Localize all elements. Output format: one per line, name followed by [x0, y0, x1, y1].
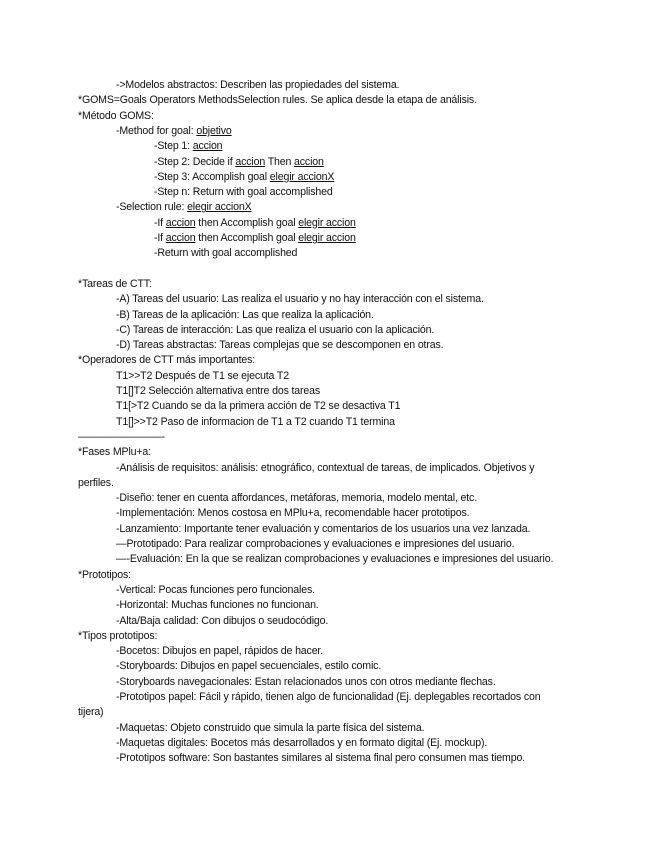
text-line: [116, 722, 424, 735]
underlined-term: accion: [165, 216, 196, 229]
text-line: [116, 645, 323, 658]
text-run: -Alta/Baja calidad: Con dibujos o seudocódigo.: [116, 614, 329, 627]
text-line: [154, 140, 222, 153]
text-line: [116, 462, 534, 475]
text-line: [116, 309, 374, 322]
underlined-term: accion: [235, 155, 266, 168]
text-run: -Step n: Return with goal accomplished: [154, 186, 333, 199]
text-line: [116, 660, 381, 673]
text-run: —Prototipado: Para realizar comprobaciones y evaluaciones e impresiones del usuario.: [116, 538, 515, 550]
text-run: -Step 1:: [154, 140, 193, 153]
text-run: tijera): [78, 706, 104, 719]
text-line: [78, 110, 154, 123]
text-line: [116, 752, 525, 765]
text-line: [78, 706, 103, 719]
text-run: -Maquetas digitales: Bocetos más desarrollados y en formato digital (Ej. mockup).: [116, 736, 488, 749]
text-run: -If: [154, 232, 166, 244]
text-line: [78, 630, 157, 643]
text-run: *Prototipos:: [78, 568, 131, 581]
text-line: [116, 676, 496, 689]
text-line: [116, 523, 530, 536]
text-run: -C) Tareas de interacción: Las que realiza el usuario con la aplicación.: [116, 323, 435, 336]
text-line: [78, 446, 151, 459]
text-run: T1[]>>T2 Paso de informacion de T1 a T2 cuando T1 termina: [116, 415, 395, 428]
underlined-term: elegir accion: [298, 232, 356, 244]
text-line: [116, 615, 328, 628]
text-line: [116, 584, 315, 597]
text-run: perfiles.: [78, 476, 114, 489]
text-line: [154, 156, 324, 169]
text-run: -Selection rule:: [116, 201, 188, 214]
text-run: then Accomplish goal: [195, 232, 299, 244]
text-run: *Fases MPlu+a:: [78, 446, 151, 459]
text-line: [154, 217, 356, 230]
text-run: -Bocetos: Dibujos en papel, rápidos de hacer.: [116, 645, 324, 658]
text-run: —-Evaluación: En la que se realizan comprobaciones y evaluaciones e impresiones del usuario.: [116, 553, 554, 566]
text-line: [78, 431, 165, 444]
text-line: [116, 370, 289, 383]
text-line: [78, 569, 131, 582]
text-run: T1[>T2 Cuando se da la primera acción de T2 se desactiva T1: [116, 400, 401, 413]
text-run: -Storyboards navegacionales: Estan relacionados unos con otros mediante flechas.: [116, 675, 496, 688]
text-run: then Accomplish goal: [195, 216, 299, 229]
text-run: T1[]T2 Selección alternativa entre dos tareas: [116, 385, 321, 397]
text-line: [116, 400, 400, 413]
text-line: [116, 385, 320, 398]
text-line: [116, 507, 469, 520]
underlined-term: accion: [294, 155, 324, 168]
underlined-term: objetivo: [196, 124, 232, 137]
text-line: [78, 94, 477, 107]
text-run: -Maquetas: Objeto construido que simula la parte física del sistema.: [116, 721, 425, 734]
text-run: -Step 3: Accomplish goal: [154, 170, 270, 183]
underlined-term: elegir accion: [298, 216, 356, 229]
text-line: [116, 691, 541, 704]
text-run: -Implementación: Menos costosa en MPlu+a, recomendable hacer prototipos.: [116, 507, 470, 520]
text-line: [116, 339, 443, 352]
text-run: *GOMS=Goals Operators MethodsSelection rules. Se aplica desde la etapa de análisis.: [78, 94, 477, 107]
text-run: *Tipos prototipos:: [78, 629, 158, 642]
text-run: -Method for goal:: [116, 124, 197, 137]
text-line: [78, 278, 152, 291]
text-line: [116, 125, 232, 138]
text-line: [116, 538, 514, 551]
underlined-term: elegir accionX: [187, 201, 252, 214]
text-run: -Horizontal: Muchas funciones no funcionan.: [116, 599, 319, 612]
text-run: Then: [265, 155, 295, 168]
text-line: [154, 171, 334, 184]
text-line: [116, 324, 434, 337]
text-run: *Operadores de CTT más importantes:: [78, 354, 256, 367]
text-run: -Storyboards: Dibujos en papel secuenciales, estilo comic.: [116, 660, 382, 673]
text-run: -Step 2: Decide if: [154, 155, 236, 168]
text-line: [116, 79, 399, 92]
text-run: -If: [154, 216, 166, 229]
text-run: -Prototipos software: Son bastantes similares al sistema final pero consumen mas tiempo.: [116, 752, 525, 765]
text-line: [116, 293, 484, 306]
text-run: -Return with goal accomplished: [154, 247, 298, 260]
underlined-term: accion: [192, 140, 223, 153]
text-line: [116, 416, 395, 429]
text-run: -B) Tareas de la aplicación: Las que realiza la aplicación.: [116, 308, 374, 321]
text-run: -Lanzamiento: Importante tener evaluación y comentarios de los usuarios una vez lanzada.: [116, 522, 531, 535]
text-run: *Tareas de CTT:: [78, 277, 152, 290]
text-run: ————————-: [78, 430, 165, 443]
text-line: [116, 201, 252, 214]
text-run: ->Modelos abstractos: Describen las propiedades del sistema.: [116, 79, 400, 91]
text-line: [116, 553, 553, 566]
text-run: *Método GOMS:: [78, 109, 154, 122]
text-run: -A) Tareas del usuario: Las realiza el usuario y no hay interacción con el sistema.: [116, 293, 484, 306]
text-run: -Vertical: Pocas funciones pero funcionales.: [116, 583, 315, 596]
text-line: [78, 354, 255, 367]
text-run: -Análisis de requisitos: análisis: etnográfico, contextual de tareas, de implicados. Objetivos y: [116, 461, 535, 474]
text-run: T1>>T2 Después de T1 se ejecuta T2: [116, 369, 289, 382]
text-run: -D) Tareas abstractas: Tareas complejas que se descomponen en otras.: [116, 339, 444, 352]
underlined-term: elegir accionX: [269, 170, 335, 183]
text-line: [154, 186, 333, 199]
underlined-term: accion: [165, 232, 196, 244]
text-line: [116, 737, 487, 750]
text-line: [78, 477, 114, 490]
text-line: [116, 492, 477, 505]
text-run: -Prototipos papel: Fácil y rápido, tienen algo de funcionalidad (Ej. deplegables recortados con: [116, 691, 541, 703]
text-line: [116, 599, 319, 612]
text-run: -Diseño: tener en cuenta affordances, metáforas, memoria, modelo mental, etc.: [116, 492, 477, 505]
text-line: [154, 247, 297, 260]
text-line: [154, 232, 356, 245]
